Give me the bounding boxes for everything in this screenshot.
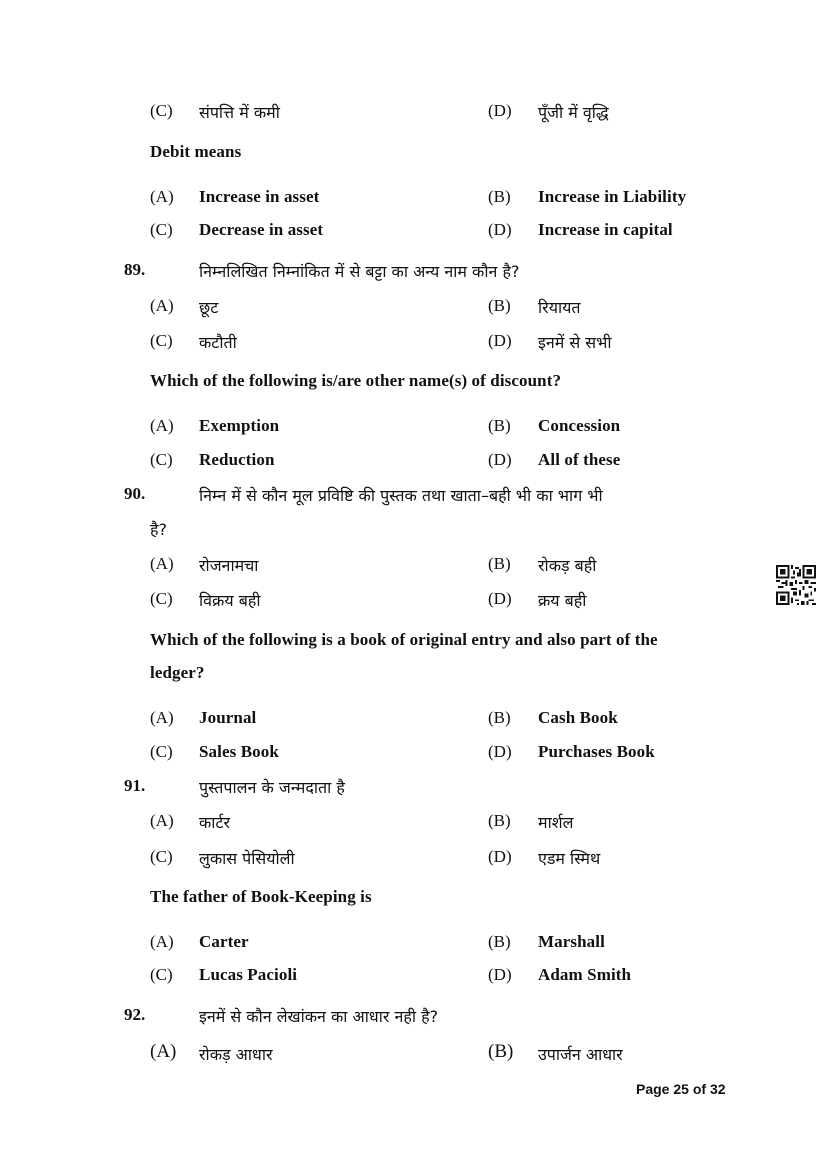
option-text: रोकड़ आधार: [199, 1045, 273, 1064]
option-label: (A): [150, 187, 174, 206]
option-text: रियायत: [538, 298, 581, 317]
option-label: (B): [488, 708, 511, 727]
option-label: (D): [488, 220, 512, 239]
option-text: All of these: [538, 450, 621, 469]
question-text-hi: इनमें से कौन लेखांकन का आधार नही है?: [199, 1007, 439, 1026]
option-label: (A): [150, 416, 174, 435]
option-label: (C): [150, 742, 173, 761]
option-text: Adam Smith: [538, 965, 632, 984]
option-text: इनमें से सभी: [538, 333, 612, 352]
option-label: (B): [488, 187, 511, 206]
option-label: (C): [150, 847, 173, 866]
option-text: Increase in capital: [538, 220, 673, 239]
question-text-en: The father of Book-Keeping is: [150, 887, 372, 906]
option-label: (D): [488, 847, 512, 866]
question-text-en: Debit means: [150, 142, 242, 161]
page-total: 32: [709, 1081, 726, 1097]
option-text: Marshall: [538, 932, 605, 951]
page-of: of: [688, 1081, 710, 1097]
option-text: Journal: [199, 708, 257, 727]
page-number: 25: [673, 1081, 689, 1097]
question-text-hi: निम्न में से कौन मूल प्रविष्टि की पुस्तक तथा खाता–बही भी का भाग भी: [199, 486, 603, 505]
option-text: Concession: [538, 416, 621, 435]
option-label: (A): [150, 296, 174, 315]
option-label: (D): [488, 742, 512, 761]
option-label: (D): [488, 101, 512, 120]
page-prefix: Page: [636, 1081, 674, 1097]
question-text-hi: निम्नलिखित निम्नांकित में से बट्टा का अन्य नाम कौन है?: [199, 262, 520, 281]
option-text: कार्टर: [199, 813, 231, 832]
option-label: (D): [488, 965, 512, 984]
option-text: Purchases Book: [538, 742, 655, 761]
option-label: (C): [150, 331, 173, 350]
question-number: 92.: [124, 1005, 146, 1024]
option-text: कटौती: [199, 333, 237, 352]
option-label: (B): [488, 932, 511, 951]
option-text: संपत्ति में कमी: [199, 103, 280, 122]
question-number: 90.: [124, 484, 146, 503]
option-text: Decrease in asset: [199, 220, 324, 239]
option-text: Increase in asset: [199, 187, 320, 206]
option-label: (B): [488, 811, 511, 830]
option-label: (C): [150, 450, 173, 469]
option-label: (C): [150, 589, 173, 608]
question-text-en: ledger?: [150, 663, 205, 682]
option-label: (B): [488, 554, 511, 573]
option-label: (B): [488, 296, 511, 315]
option-text: विक्रय बही: [199, 591, 261, 610]
option-text: रोकड़ बही: [538, 556, 597, 575]
option-text: एडम स्मिथ: [538, 849, 601, 868]
option-label: (A): [150, 1041, 177, 1062]
option-text: छूट: [199, 298, 219, 317]
option-label: (D): [488, 331, 512, 350]
option-text: Sales Book: [199, 742, 279, 761]
option-label: (C): [150, 965, 173, 984]
option-text: रोजनामचा: [199, 556, 259, 575]
option-label: (A): [150, 811, 174, 830]
option-text: Reduction: [199, 450, 275, 469]
option-label: (D): [488, 450, 512, 469]
question-text-hi: पुस्तपालन के जन्मदाता है: [199, 778, 345, 797]
option-text: Increase in Liability: [538, 187, 687, 206]
option-label: (D): [488, 589, 512, 608]
option-text: क्रय बही: [538, 591, 587, 610]
option-label: (C): [150, 101, 173, 120]
question-text-en: Which of the following is/are other name(s) of discount?: [150, 371, 562, 390]
option-label: (C): [150, 220, 173, 239]
option-text: Lucas Pacioli: [199, 965, 298, 984]
option-label: (A): [150, 554, 174, 573]
option-text: Exemption: [199, 416, 280, 435]
question-text-hi: है?: [150, 520, 167, 539]
option-text: मार्शल: [538, 813, 574, 832]
option-label: (A): [150, 708, 174, 727]
page-footer: [636, 1081, 726, 1097]
option-label: (A): [150, 932, 174, 951]
option-text: लुकास पेसियोली: [199, 849, 295, 868]
option-text: पूँजी में वृद्धि: [538, 103, 609, 122]
option-label: (B): [488, 416, 511, 435]
option-text: Carter: [199, 932, 249, 951]
question-text-en: Which of the following is a book of original entry and also part of the: [150, 630, 658, 649]
option-text: उपार्जन आधार: [538, 1045, 623, 1064]
question-number: 91.: [124, 776, 146, 795]
question-number: 89.: [124, 260, 146, 279]
option-text: Cash Book: [538, 708, 618, 727]
qr-code-icon: [776, 565, 816, 605]
option-label: (B): [488, 1041, 514, 1062]
